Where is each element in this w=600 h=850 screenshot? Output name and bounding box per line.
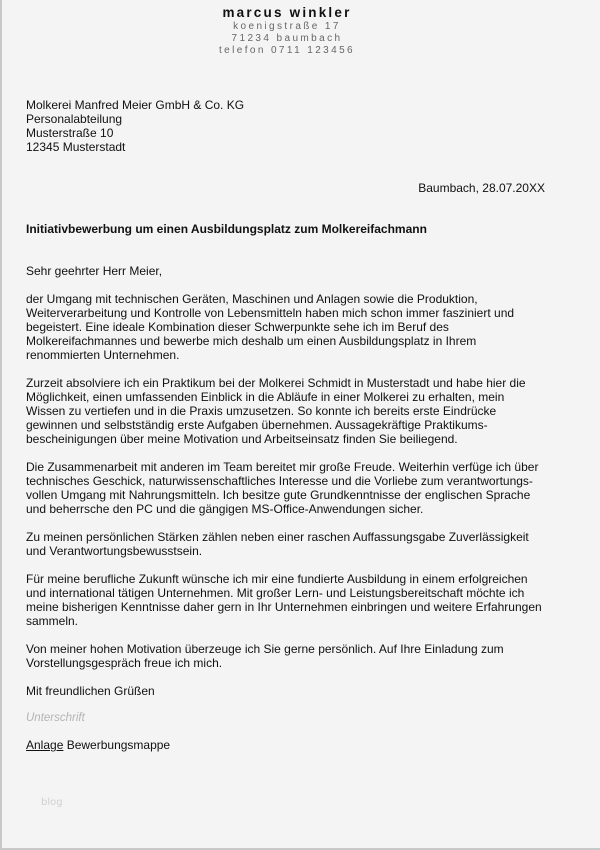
watermark: blog (41, 797, 63, 808)
enclosure (26, 738, 556, 752)
sender-name: marcus winkler (222, 5, 352, 20)
paragraph-motivation (26, 642, 556, 670)
enclosure-text: Bewerbungsmappe (63, 738, 171, 752)
paragraph-strengths (26, 530, 556, 558)
enclosure-label: Anlage (26, 738, 64, 752)
text-line: sammeln. (26, 614, 79, 628)
text-line: vollen Umgang mit Nahrungsmitteln. Ich besitze gute Grundkenntnisse der englischen Sprache (26, 488, 531, 502)
text-line: gewinnen und selbstständig erste Aufgaben übernehmen. Aussagekräftige Praktikums- (26, 418, 488, 432)
text-line: meine bisherigen Kenntnisse daher gern in Ihr Unternehmen einbringen und weitere Erfahrungen (26, 600, 542, 614)
recipient-department: Personalabteilung (26, 112, 123, 126)
text-line: Vorstellungsgespräch freue ich mich. (26, 656, 223, 670)
text-line: bescheinigungen über meine Motivation und Arbeitseinsatz finden Sie beiliegend. (26, 432, 458, 446)
salutation: Sehr geehrter Herr Meier, (26, 264, 163, 278)
letter-date: Baumbach, 28.07.20XX (418, 181, 545, 195)
text-line: Weiterverarbeitung und Kontrolle von Lebensmitteln haben mich schon immer fasziniert und (26, 306, 515, 320)
paragraph-intro (26, 292, 556, 362)
sender-header (2, 4, 572, 57)
letter-subject: Initiativbewerbung um einen Ausbildungsplatz zum Molkereifachmann (26, 222, 427, 236)
text-line: technisches Geschick, naturwissenschaftliches Interesse und die Vorliebe zum verantwortungs- (26, 474, 533, 488)
text-line: und Verantwortungsbewusstsein. (26, 544, 203, 558)
paragraph-internship (26, 376, 556, 446)
text-line: der Umgang mit technischen Geräten, Maschinen und Anlagen sowie die Produktion, (26, 292, 478, 306)
sender-phone: telefon 0711 123456 (218, 45, 356, 56)
sender-city: 71234 baumbach (231, 33, 343, 44)
text-line: Molkereifachmannes und bewerbe mich deshalb um einen Ausbildungsplatz in Ihrem (26, 334, 477, 348)
signature-placeholder: Unterschrift (26, 712, 85, 724)
recipient-address (26, 98, 244, 154)
text-line: und international tätigen Unternehmen. Mit großer Lern- und Leistungsbereitschaft möchte ich (26, 586, 525, 600)
text-line: und beherrsche den PC und die gängigen MS-Office-Anwendungen sicher. (26, 502, 424, 516)
recipient-street: Musterstraße 10 (26, 126, 114, 140)
text-line: Zu meinen persönlichen Stärken zählen neben einer raschen Auffassungsgabe Zuverlässigkeit (26, 530, 529, 544)
text-line: Die Zusammenarbeit mit anderen im Team bereitet mir große Freude. Weiterhin verfüge ich über (26, 460, 539, 474)
text-line: renommierten Unternehmen. (26, 348, 180, 362)
recipient-city: 12345 Musterstadt (26, 140, 126, 154)
text-line: Möglichkeit, einen umfassenden Einblick in die Abläufe in einer Molkerei zu erhalten, mein (26, 390, 505, 404)
paragraph-future (26, 572, 556, 628)
text-line: Wissen zu vertiefen und in die Praxis umzusetzen. So konnte ich bereits erste Eindrücke (26, 404, 497, 418)
text-line: Zurzeit absolviere ich ein Praktikum bei der Molkerei Schmidt in Musterstadt und habe hier die (26, 376, 526, 390)
letter-body (26, 264, 556, 752)
text-line: begeistert. Eine ideale Kombination dieser Schwerpunkte sehe ich im Beruf des (26, 320, 449, 334)
closing: Mit freundlichen Grüßen (26, 684, 155, 698)
sender-street: koenigstraße 17 (233, 21, 341, 32)
recipient-company: Molkerei Manfred Meier GmbH & Co. KG (26, 98, 245, 112)
text-line: Für meine berufliche Zukunft wünsche ich mir eine fundierte Ausbildung in einem erfolgreichen (26, 572, 528, 586)
text-line: Von meiner hohen Motivation überzeuge ich Sie gerne persönlich. Auf Ihre Einladung zum (26, 642, 504, 656)
paragraph-teamwork (26, 460, 556, 516)
